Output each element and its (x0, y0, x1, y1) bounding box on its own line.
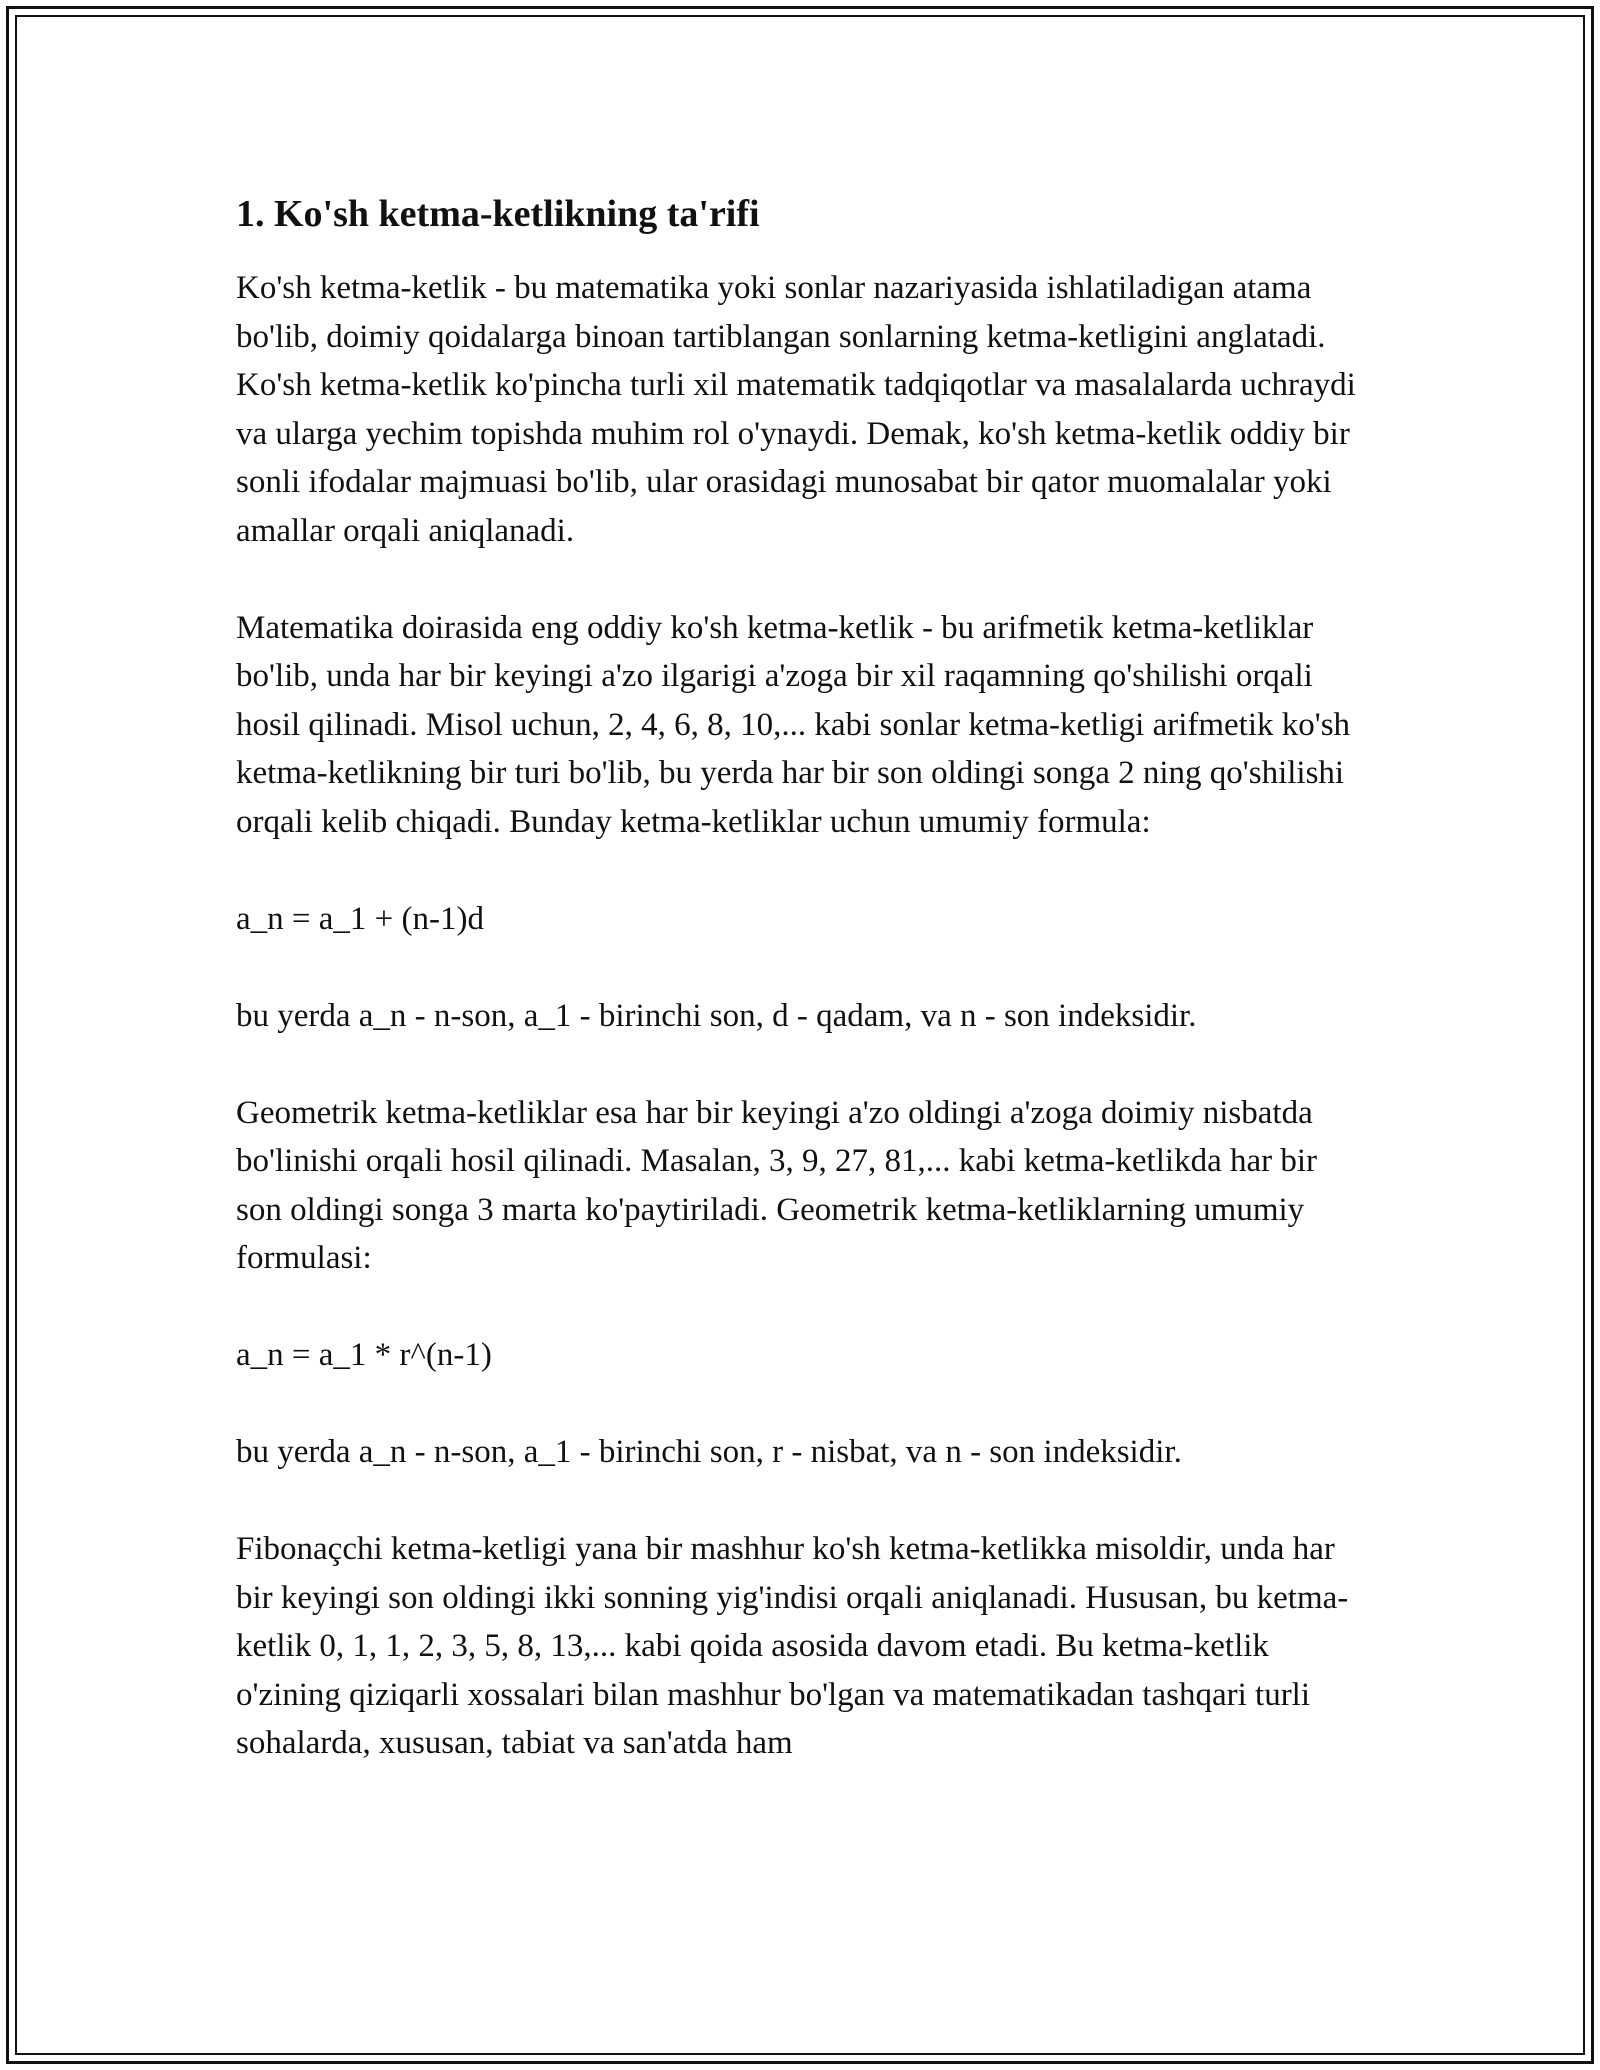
paragraph-geometric-legend: bu yerda a_n - n-son, a_1 - birinchi son, r - nisbat, va n - son indeksidir. (236, 1434, 1182, 1470)
formula-arithmetic: a_n = a_1 + (n-1)d (236, 900, 484, 937)
paragraph-geometric: Geometrik ketma-ketliklar esa har bir keyingi a'zo oldingi a'zoga doimiy nisbatda bo'linishi orqali hosil qilinadi. Masalan, 3, 9, 27, 81,... kabi ketma-ketlikda har bir son oldingi songa 3 marta ko'paytiriladi. Geometrik ketma-ketliklarning umumiy formulasi: (236, 1094, 1318, 1276)
paragraph-arithmetic: Matematika doirasida eng oddiy ko'sh ketma-ketlik - bu arifmetik ketma-ketliklar bo'lib, unda har bir keyingi a'zo ilgarigi a'zoga bir xil raqamning qo'shilishi orqali hosil qilinadi. Misol uchun, 2, 4, 6, 8, 10,... kabi sonlar ketma-ketligi arifmetik ko'sh ketma-ketlikning bir turi bo'lib, bu yerda har bir son oldingi songa 2 ning qo'shilishi orqali kelib chiqadi. Bunday ketma-ketliklar uchun umumiy formula: (236, 609, 1351, 840)
paragraph-definition: Ko'sh ketma-ketlik - bu matematika yoki sonlar nazariyasida ishlatiladigan atama bo'lib, doimiy qoidalarga binoan tartiblangan sonlarning ketma-ketligini anglatadi. Ko'sh ketma-ketlik ko'pincha turli xil matematik tadqiqotlar va masalalarda uchraydi va ularga yechim topishda muhim rol o'ynaydi. Demak, ko'sh ketma-ketlik oddiy bir sonli ifodalar majmuasi bo'lib, ular orasidagi munosabat bir qator muomalalar yoki amallar orqali aniqlanadi. (236, 270, 1356, 549)
paragraph-fibonacci: Fibonaçchi ketma-ketligi yana bir mashhur ko'sh ketma-ketlikka misoldir, unda har bir keyingi son oldingi ikki sonning yig'indisi orqali aniqlanadi. Hususan, bu ketma-ketlik 0, 1, 1, 2, 3, 5, 8, 13,... kabi qoida asosida davom etadi. Bu ketma-ketlik o'zining qiziqarli xossalari bilan mashhur bo'lgan va matematikadan tashqari turli sohalarda, xususan, tabiat va san'atda ham (236, 1531, 1349, 1761)
section-heading: 1. Ko'sh ketma-ketlikning ta'rifi (236, 193, 760, 235)
formula-geometric: a_n = a_1 * r^(n-1) (236, 1337, 492, 1373)
document-body (236, 190, 1366, 1816)
paragraph-arithmetic-legend: bu yerda a_n - n-son, a_1 - birinchi son, d - qadam, va n - son indeksidir. (236, 997, 1197, 1034)
